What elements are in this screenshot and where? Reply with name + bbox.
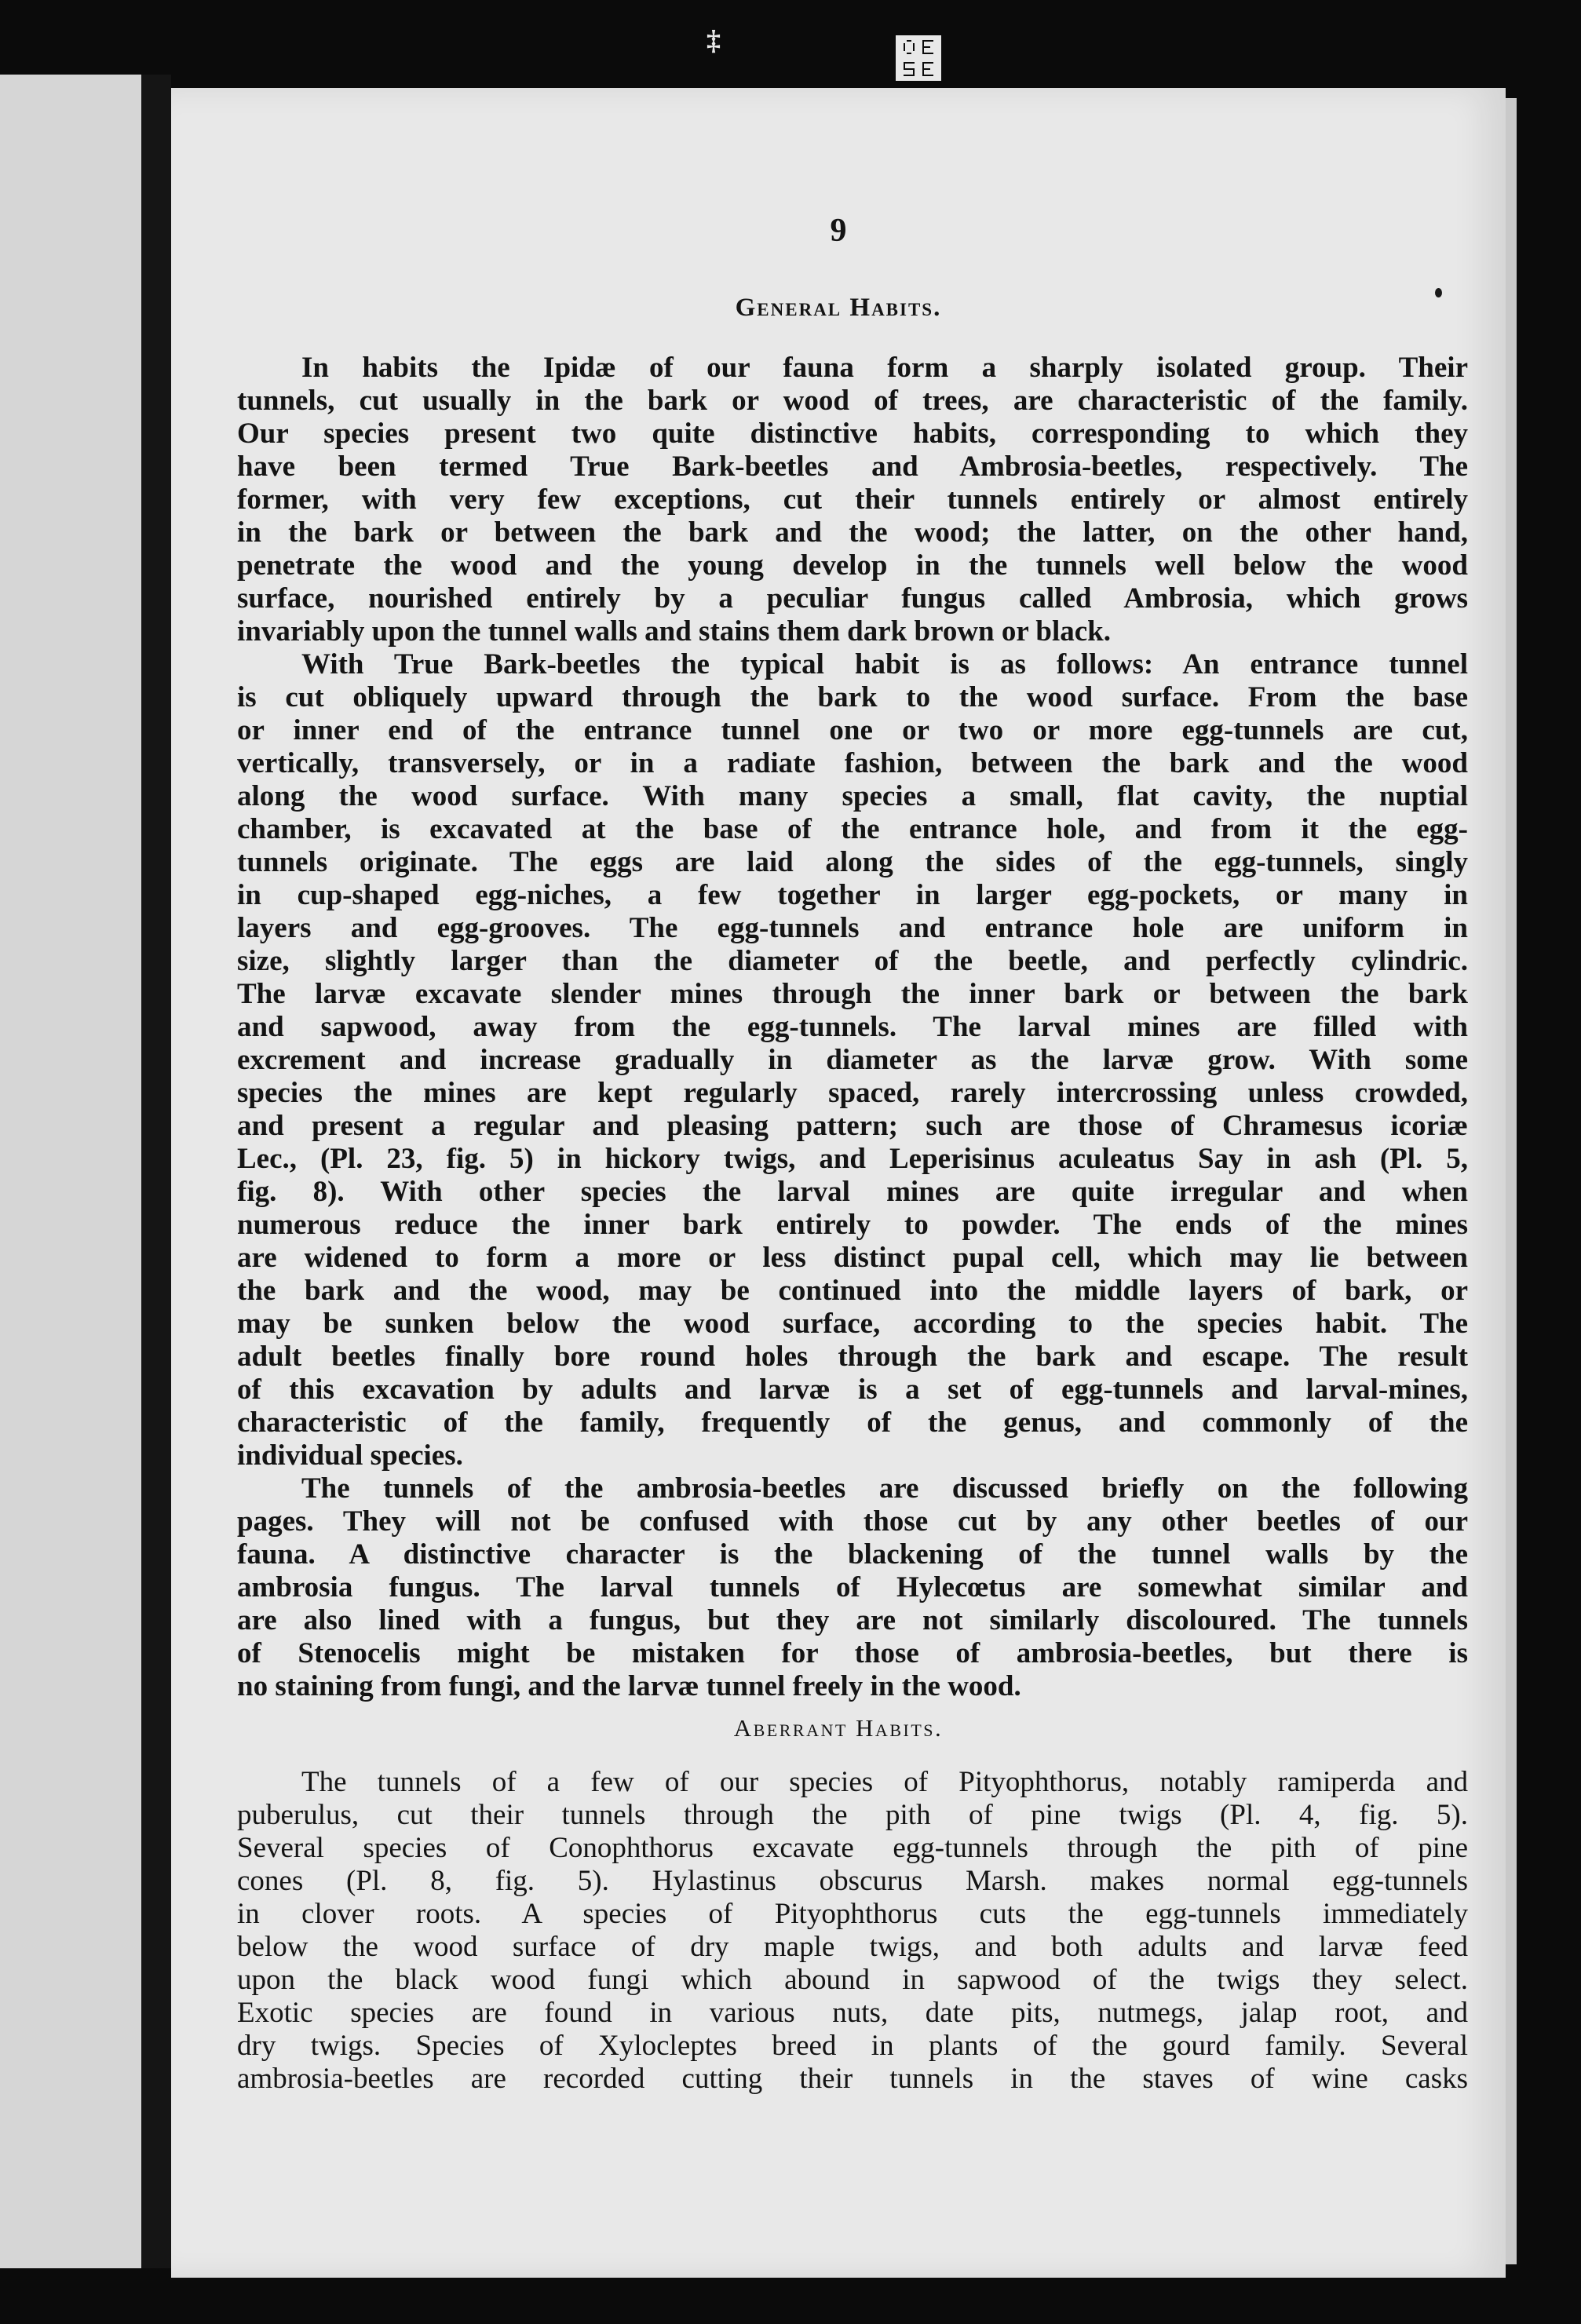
section-heading-aberrant-habits: Aberrant Habits. [733,1714,944,1742]
text-line: In habits the Ipidæ of our fauna form a sharply isolated group. Their [301,352,1468,384]
text-line: puberulus, cut their tunnels through the pith of pine twigs (Pl. 4, fig. 5). [237,1799,1468,1831]
text-line: of Stenocelis might be mistaken for those of ambrosia-beetles, but there is [237,1637,1468,1669]
text-line: layers and egg-grooves. The egg-tunnels and entrance hole are uniform in [237,912,1468,944]
text-line: pages. They will not be confused with those cut by any other beetles of our [237,1505,1468,1538]
text-line: and sapwood, away from the egg-tunnels. The larval mines are filled with [237,1011,1468,1043]
text-line: The larvæ excavate slender mines through the inner bark or between the bark [237,978,1468,1010]
text-line: and present a regular and pleasing pattern; such are those of Chramesus icoriæ [237,1110,1468,1142]
text-line: fig. 8). With other species the larval mines are quite irregular and when [237,1176,1468,1208]
text-line: surface, nourished entirely by a peculiar fungus called Ambrosia, which grows [237,582,1468,615]
text-line: vertically, transversely, or in a radiate fashion, between the bark and the wood [237,747,1468,779]
text-line: upon the black wood fungi which abound in sapwood of the twigs they select. [237,1964,1468,1996]
text-line: along the wood surface. With many species a small, flat cavity, the nuptial [237,780,1468,812]
text-line: Lec., (Pl. 23, fig. 5) in hickory twigs, and Leperisinus aculeatus Say in ash (Pl. 5, [237,1143,1468,1175]
text-line: chamber, is excavated at the base of the entrance hole, and from it the egg- [237,813,1468,845]
text-line: is cut obliquely upward through the bark to the wood surface. From the base [237,681,1468,713]
text-line: With True Bark-beetles the typical habit is as follows: An entrance tunnel [301,648,1468,680]
text-line: Our species present two quite distinctive habits, corresponding to which they [237,418,1468,450]
text-line: invariably upon the tunnel walls and stains them dark brown or black. [237,615,1111,648]
book-spine-shadow [141,75,171,2268]
section-body-aberrant-habits [237,1766,1468,2096]
text-line: in the bark or between the bark and the wood; the latter, on the other hand, [237,516,1468,549]
text-line: ambrosia fungus. The larval tunnels of Hylecœtus are somewhat similar and [237,1571,1468,1603]
text-line: are widened to form a more or less distinct pupal cell, which may lie between [237,1242,1468,1274]
text-line: have been termed True Bark-beetles and Ambrosia-beetles, respectively. The [237,451,1468,483]
text-line: adult beetles finally bore round holes through the bark and escape. The result [237,1341,1468,1373]
text-line: dry twigs. Species of Xylocleptes breed in plants of the gourd family. Several [237,2030,1468,2062]
text-line: The tunnels of a few of our species of Pityophthorus, notably ramiperda and [301,1766,1468,1798]
text-line: ambrosia-beetles are recorded cutting their tunnels in the staves of wine casks [237,2063,1468,2095]
text-line: numerous reduce the inner bark entirely to powder. The ends of the mines [237,1209,1468,1241]
text-line: excrement and increase gradually in diameter as the larvæ grow. With some [237,1044,1468,1076]
text-line: of this excavation by adults and larvæ is a set of egg-tunnels and larval-mines, [237,1374,1468,1406]
text-line: below the wood surface of dry maple twigs, and both adults and larvæ feed [237,1931,1468,1963]
book-page [171,88,1506,2278]
text-line: in clover roots. A species of Pityophthorus cuts the egg-tunnels immediately [237,1898,1468,1930]
text-line: Several species of Conophthorus excavate egg-tunnels through the pith of pine [237,1832,1468,1864]
text-line: are also lined with a fungus, but they are not similarly discoloured. The tunnels [237,1604,1468,1636]
page-number: 9 [830,213,847,249]
text-line: fauna. A distinctive character is the blackening of the tunnel walls by the [237,1538,1468,1571]
text-line: in cup-shaped egg-niches, a few together in larger egg-pockets, or many in [237,879,1468,911]
text-line: individual species. [237,1439,463,1472]
left-facing-page-edge [0,75,141,2268]
text-line: tunnels originate. The eggs are laid along the sides of the egg-tunnels, singly [237,846,1468,878]
text-line: cones (Pl. 8, fig. 5). Hylastinus obscurus Marsh. makes normal egg-tunnels [237,1865,1468,1897]
text-line: species the mines are kept regularly spaced, rarely intercrossing unless crowded, [237,1077,1468,1109]
text-line: The tunnels of the ambrosia-beetles are discussed briefly on the following [301,1472,1468,1505]
text-line: Exotic species are found in various nuts, date pits, nutmegs, jalap root, and [237,1997,1468,2029]
text-line: no staining from fungi, and the larvæ tunnel freely in the wood. [237,1670,1021,1702]
page-right-edge [1506,98,1517,2264]
top-margin-mark: ‡ [707,24,721,56]
top-margin-mark: ๞ [893,32,944,88]
text-line: penetrate the wood and the young develop in the tunnels well below the wood [237,549,1468,582]
text-line: the bark and the wood, may be continued into the middle layers of bark, or [237,1275,1468,1307]
text-line: may be sunken below the wood surface, according to the species habit. The [237,1308,1468,1340]
text-line: or inner end of the entrance tunnel one or two or more egg-tunnels are cut, [237,714,1468,746]
text-line: size, slightly larger than the diameter of the beetle, and perfectly cylindric. [237,945,1468,977]
section-heading-general-habits: General Habits. [735,294,942,322]
section-body-general-habits [237,352,1468,1703]
text-line: former, with very few exceptions, cut their tunnels entirely or almost entirely [237,483,1468,516]
text-line: tunnels, cut usually in the bark or wood of trees, are characteristic of the family. [237,385,1468,417]
text-line: characteristic of the family, frequently of the genus, and commonly of the [237,1406,1468,1439]
